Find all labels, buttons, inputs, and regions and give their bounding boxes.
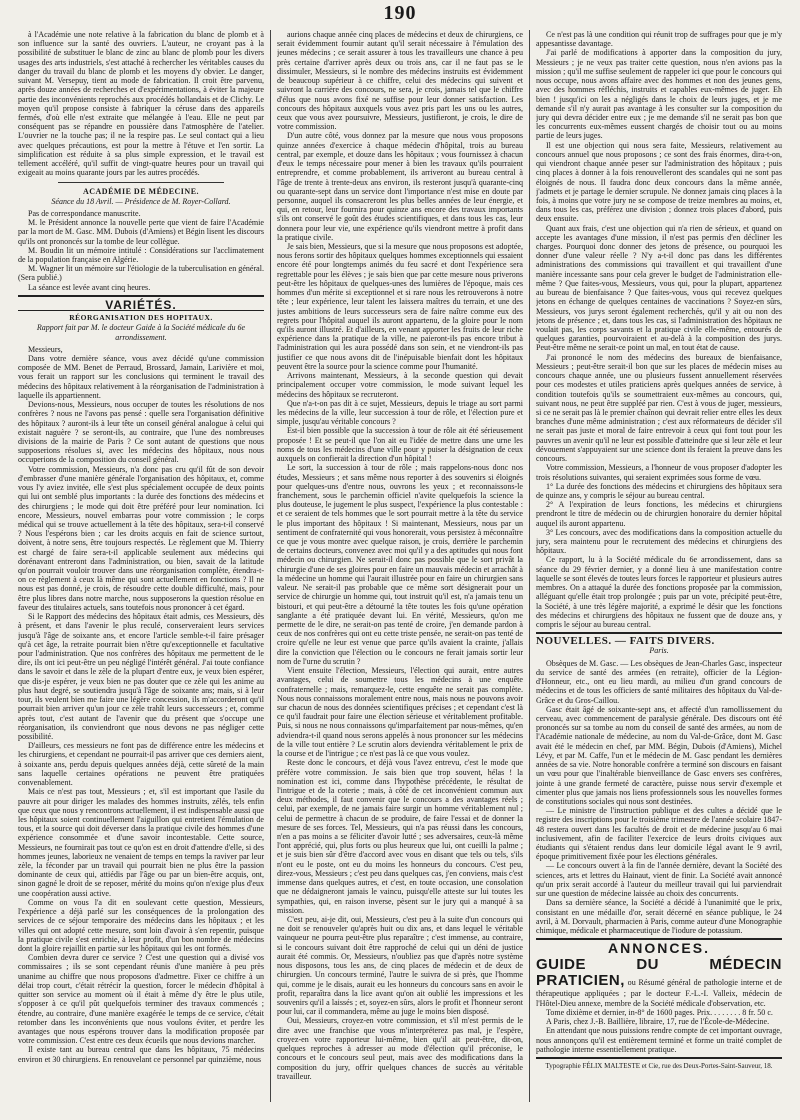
separator xyxy=(58,182,224,183)
column-middle xyxy=(277,30,523,1102)
paragraph: Oui, Messieurs, croyez-en votre commission, et s'il m'est permis de le dire avec une franchise que vous m'interpréterez pas mal, je l'espère, croyez-en votre rapporteur lui-même, bien qu'il ait peut-être, dit-on, quelques reproches à adresser au mode d'élection qu'il préconise, le concours et le concours seul peut, mais avec des modifications dans la composition du jury, offrir quelques chances de succès au véritable travailleur. xyxy=(277,1016,523,1081)
paragraph: Messieurs, xyxy=(28,344,63,354)
article-text xyxy=(277,30,523,1081)
paragraph: M. le Président annonce la nouvelle perte que vient de faire l'Académie par la mort de M. Gasc. MM. Dubois (d'Amiens) et Bégin lisent les discours qu'ils ont prononcés sur la tombe de leur collègue. xyxy=(18,218,264,246)
paragraph: Quant aux frais, c'est une objection qui n'a rien de sérieux, et quand on accepte les avantages d'une mission, il n'est pas permis d'en décliner les charges. Pourquoi donc donner des jetons de présence, ou pourquoi les donner d'une valeur réelle ? N'y a-t-il donc pas dans les différentes administrations des commissions qui travaillent et qui travaillent d'une manière incessante sans pour cela grever le budget de l'administration elle-même ? Que faites-vous, Messieurs, vous qui, pour la plupart, appartenez au bureau de bienfaisance ? Que faites-vous, vous qui recevez quelques jetons en échange de quelques centaines de vaccinations ? Soyez-en sûrs, Messieurs, vos jurys seront également recherchés, qu'il y ait ou non des jetons de présence ; et, dans tous les cas, si l'administration des hôpitaux ne voulait pas, les corps savants et la pratique civile elle-même, entourés de quelques garanties, pourvoiraient et au-delà à la composition des jurys. Peut-être même ne serait-ce point un mal, en tout état de cause. xyxy=(536,223,782,353)
guide-text xyxy=(536,1008,782,1054)
guide-title: GUIDE DU MÉDECIN PRATICIEN, xyxy=(536,956,782,990)
academie-title: ACADÉMIE DE MÉDECINE. xyxy=(82,186,200,196)
reorg-subtitle: Rapport fait par M. le docteur Gaide à la Société médicale du 6e arrondissement. xyxy=(36,323,246,342)
paragraph: Je sais bien, Messieurs, que si la mesure que nous proposons est adoptée, nous ferons sortir des hôpitaux quelques hommes exceptionnels qui essaient encore été pour longtemps animés du feu sacré et dont l'expérience sera regrettable pour les élèves ; je sais bien que par cette mesure nous priverons peut-être les hôpitaux de quelques-unes des lumières de l'époque, mais ces hommes d'un mérite si exceptionnel et si rare nous les retrouverons à notre tête ; leur expérience, leur talent les laissera maîtres du terrain, et une des justes ambitions de leurs successeurs sera de faire naître comme eux des regrets pour l'hôpital auquel ils auront appartenu, de la gloire pour le nom qu'ils auront illustré. Et d'ailleurs, en venant apporter les fruits de leur riche expérience dans la pratique de la ville, ne paieront-ils pas encore tribut à l'administration qui les aura possédé dans son sein, et ne viendront-ils pas justifier ce que nous avons dit de l'inépuisable bienfait dont les hôpitaux peuvent être la source pour la science comme pour l'humanité. xyxy=(277,242,523,371)
column-right xyxy=(536,30,782,1102)
guide-tail: ou Résumé général de pathologie interne et de thérapeutique appliquées ; par le docteur F.-L.-I. Valleix, médecin de l'Hôtel-Dieu annexe, membre de la Société médicale d'observation, etc. xyxy=(536,978,782,1008)
academie-text xyxy=(18,209,264,292)
separator xyxy=(536,632,782,634)
article-text xyxy=(18,345,264,1064)
column-left xyxy=(18,30,264,1102)
paragraph: Ce n'est pas là une condition qui réunit trop de suffrages pour que je m'y appesantisse davantage. xyxy=(536,30,782,49)
annonces-title: ANNONCES. xyxy=(607,940,710,957)
paragraph: aurions chaque année cinq places de médecins et deux de chirurgiens, ce serait évidemment fournir autant qu'il serait nécessaire à l'émulation des jeunes médecins ; ce serait assurer à tous les travailleurs une chance à peu près certaine d'arriver après deux ou trois ans, car il ne faut pas se le dissimuler, Messieurs, si le nombre des médecins instruits est évidemment de beaucoup supérieur à ce chiffre, celui des médecins qui suivent et suivront la carrière des concours, ne sera, je crois, jamais tel que le chiffre d'élus que nous avons fixé ne suffise pour leur donner satisfaction. Les concours des hôpitaux auxquels vous avez pris part les uns ou les autres, ceux que vous avez poursuivre, Messieurs, justifieront, je crois, le dire de votre commission. xyxy=(277,30,523,132)
paragraph: Pas de correspondance manuscrite. xyxy=(28,208,141,218)
paragraph: M. Wagner lit un mémoire sur l'étiologie de la tuberculisation en général. (Sera publié.) xyxy=(18,264,264,283)
paragraph: Vient ensuite l'élection, Messieurs, l'élection qui aurait, entre autres avantages, celui de soumettre tous les médecins à une enquête confraternelle ; mais, remarquez-le, cette enquête ne serait pas complète. Nous nous connaissons moralement entre nous, mais nous ne pouvons avoir sur chacun de nous des données scientifiques précises ; et cependant c'est là ce qu'il faudrait pour faire une élection sérieuse et véritablement profitable. Puis, si nous ne nous connaissons qu'imparfaitement par nous-mêmes, qu'en adviendra-t-il quand nous serons appelés à nous prononcer sur les médecins de la ville tout entière ? Le scrutin alors deviendra véritablement le prix de la course et de l'intrigue ; ce n'est pas là ce que vous voulez. xyxy=(277,666,523,759)
paragraph: J'ai parlé de modifications à apporter dans la composition du jury, Messieurs ; je ne veux pas traiter cette question, nous n'en avions pas la mission ; qu'il me suffise seulement de rappeler ici que pour le concours qui nous occupe, nous avons affaire avec des hommes et non des jeunes gens, avec des hommes réfléchis, instruits et capables eux-mêmes de juger. Eh bien ! jusqu'ici on les a négligés dans le choix de leurs juges, et je me demande s'il n'y aurait pas avantage à les consulter sur la composition du jury qui devra décider entre eux ; je me demande s'il ne serait pas bon que les concurrents eux-mêmes eussent chargés de choisir tout ou au moins partie de leurs juges. xyxy=(536,48,782,141)
paragraph: Reste donc le concours, et déjà vous l'avez entrevu, c'est le mode que préfère votre commission. Je sais bien que trop souvent, hélas ! la nomination est ici, comme dans l'hypothèse précédente, le résultat de l'intrigue et de la coterie ; mais, à côté de cet inconvénient commun aux deux méthodes, il faut convenir que le concours a des avantages réels ; celui, par exemple, de ne jamais faire surgir un homme véritablement nul ; celui de permettre à chacun de se produire, de faire l'essai et de donner la mesure de ses forces. Tel, Messieurs, qui n'a pas réussi dans les concours, n'en a pas moins a se féliciter d'avoir lutté ; ses adversaires, ceux-là même l'ont apprécié, qui, plus forts ou plus heureux que lui, ont cueilli la palme ; et je suis bien sûr d'être d'accord avec vous en disant que tels ou tels, s'ils n'ont eu le poste, ont eu du moins les honneurs du concours. C'est peu, direz-vous, Messieurs ; c'est peu dans quelques cas, j'en conviens, mais c'est immense dans quelques autres, et c'est, en toute occasion, une consolation que ne dédaigneront jamais le vaincu, puisqu'elle atteste sur lui toutes les sympathies, qui, en raison inverse, pèsent sur le jury qui a manqué à sa mission. xyxy=(277,758,523,915)
paragraph: 1° La durée des fonctions des médecins et chirurgiens des hôpitaux sera de quinze ans, y compris le séjour au bureau central. xyxy=(536,481,782,500)
imprint: Typographie FÉLIX MALTESTE et Cie, rue des Deux-Portes-Saint-Sauveur, 18. xyxy=(545,1061,773,1070)
paragraph: En attendant que nous puissions rendre compte de cet important ouvrage, nous annonçons qu'il est entièrement terminé et forme un traité complet de pathologie interne essentiellement pratique. xyxy=(536,1026,782,1054)
paragraph: Est-il bien possible que la succession à tour de rôle ait été sérieusement proposée ! Et se peut-il que l'on ait eu l'idée de mettre dans une urne les noms de tous les médecins d'une ville pour y puiser la désignation de ceux auxquels on confierait la direction d'un hôpital ! xyxy=(277,426,523,464)
paragraph: Votre commission, Messieurs, a l'honneur de vous proposer d'adopter les trois résolutions suivantes, qui seraient exprimées sous forme de vœu. xyxy=(536,463,782,482)
separator xyxy=(18,295,264,297)
paragraph: à l'Académie une note relative à la fabrication du blanc de plomb et à son influence sur la santé des ouvriers. L'auteur, ne croyant pas à la possibilité de substituer le blanc de zinc au blanc de plomb pour les divers usages des arts industriels, s'est attaché à rechercher les véritables causes du danger du travail du blanc de plomb et les moyens d'y obvier. Le danger, suivant M. Versepuy, tient au mode de fabrication. Il croit être parvenu, après douze années de recherches et d'expérimentations, à éviter la majeure partie des inconvénients reprochés aux procédés hollandais et de Clichy. Le moyen qu'il propose consiste à fabriquer la céruse dans des appareils fermés, d'où elle n'est extraite que mélangée à l'eau. Elle ne peut par conséquent pas se répandre en poussière dans l'atmosphère de l'atelier. L'ouvrier ne la touche pas; il ne la respire pas. Le seul contact qui a lieu avec quelques précautions, est pour la mettre à l'étuve et l'en sortir. La simplification est réduite à sa plus simple expression, et le travail est tellement accéléré, qu'il suffit de vingt-quatre heures pour un travail qui exigeait au moins quarante jours par les autres procédés. xyxy=(18,30,264,178)
paragraph: Il est une objection qui nous sera faite, Messieurs, relativement au concours annuel que nous proposons ; ce sont des frais énormes, dira-t-on, qui viendront chaque année peser sur l'administration des hôpitaux ; puis cinq places à donner à la fois renouvelleront des scandales qui ne sont pas éloignés de nous. Il faudra donc deux concours dans la même année, j'admets et je partage le dernier scrupule. Ne donnez jamais cinq places à la fois, à moins que votre jury ne se compose de treize membres au moins, et, dans tous les cas, préférez une division ; donnez trois places d'abord, puis deux ensuite. xyxy=(536,140,782,224)
paragraph: Votre commission, Messieurs, n'a donc pas cru qu'il fût de son devoir d'embrasser d'une manière générale l'organisation des hôpitaux, et, comme vous l'y aviez invitée, elle s'est plus spécialement occupée de deux points qui lui ont semblé plus importants : la durée des fonctions des médecins et des chirurgiens ; le mode qui doit être préféré pour leur nomination. Ici encore, Messieurs, nouvel embarras pour votre commission ; le corps médical qui se trouve actuellement à la tête des hôpitaux, sera-t-il conservé ? Nous l'espérons bien ; car les droits acquis en fait de science surtout, doivent, à notre sens, être toujours respectés. Le règlement que M. Thierry est chargé de faire sera-t-il applicable seulement aux médecins qui dorénavant entreront dans l'administration, ou bien, savait de la latitude qu'on pourrait vouloir trouver dans une réorganisation complète, étendra-t-on ce règlement à ceux là même qui sont actuellement en fonctions ? Il ne nous est pas donné, je crois, de résoudre cette double difficulté, mais, pour être plus libres dans notre marche, nous supposerons la question résolue en faveur des titulaires actuels, sans toutefois nous prononcer à cet égard. xyxy=(18,464,264,612)
nouvelles-text xyxy=(536,659,782,936)
article-text xyxy=(536,30,782,629)
paragraph: La séance est levée avant cinq heures. xyxy=(28,282,151,292)
reorg-title: RÉORGANISATION DES HOPITAUX. xyxy=(69,313,213,323)
paragraph: Devions-nous, Messieurs, nous occuper de toutes les résolutions de nos confrères ? nous ne l'avons pas pensé : quelle sera l'organisation définitive des hôpitaux ? auront-ils à leur tête un conseil général analogue à celui qui existait naguère ? se seront-ils, au contraire, que l'une des nombreuses divisions de la mairie de Paris ? Ce sont autant de questions que nous supposerions résolues si, avec les médecins des hôpitaux, nous nous occuperions de la composition du conseil général. xyxy=(18,400,264,465)
paragraph: Combien devra durer ce service ? C'est une question qui a divisé vos commissaires ; ils se sont cependant réunis d'une manière à peu près unanime au chiffre que nous proposons d'admettre. Fixer ce chiffre à un délai trop court, c'était rétrécir la question, forcer le médecin d'hôpital à quitter son service au moment où il était à même d'y être le plus utile, s'opposer à ce qu'il pût quelquefois terminer des travaux commencés ; étendre, au contraire, d'une manière exagérée le temps de ce service, c'était retomber dans les inconvénients que nous voulons éviter, et perdre les avantages que nous espérons trouver dans la modification proposée par votre commission. C'est entre ces deux écueils que nous devions marcher. xyxy=(18,953,264,1046)
separator xyxy=(536,1057,782,1059)
paragraph: Que n'a-t-on pas dit à ce sujet, Messieurs, depuis le triage au sort parmi les médecins de la ville, leur succession à tour de rôle, et l'élection pure et simple, jusqu'au véritable concours ? xyxy=(277,398,523,427)
nouvelles-title xyxy=(536,637,782,646)
paragraph: Mais ce n'est pas tout, Messieurs ; et, s'il est important que l'asile du pauvre ait pour diriger les malades des hommes instruits, zélés, tels enfin que ceux que nous y rencontrons actuellement, il est indispensable aussi que les hôpitaux soient continuellement l'aiguillon qui entretient l'émulation de tous, et la source qui doit déverser dans la pratique civile des hommes d'une expérience consommée et d'une savoir incontestable. Cette source, Messieurs, ne fournirait pas tout ce qu'on est en droit d'attendre d'elle, si des hommes jeunes, laborieux ne venaient de temps en temps la raviver par leur zèle, la féconder par un travail qui pourrait bien ne plus être la passion dominante de ceux qui, attiédis par l'âge ou par un bien-être acquis, ont, sinon gagné le droit de se reposer, mérité du moins qu'on n'exige plus d'eux une coopération aussi active. xyxy=(18,787,264,898)
paragraph: A Paris, chez J.-B. Baillière, libraire, 17, rue de l'École-de-Médecine. xyxy=(546,1017,770,1027)
varietes-title: VARIÉTÉS. xyxy=(18,301,264,311)
paragraph: Si le Rapport des médecins des hôpitaux était admis, ces Messieurs, dès à présent, et dans l'avenir le plus reculé, conserveraient leurs services jusqu'à l'âge de soixante ans, et encore l'article semble-t-il faire présager qu'à cet âge, la retraite pourrait bien n'être qu'exceptionnelle et facultative pour l'administration. Que nos confrères des hôpitaux me permettent de le dire, ils ont ici peut-être un peu négligé l'intérêt général. J'ai toute confiance dans le savoir et dans le zèle de la plupart d'entre eux, je veux bien espérer, que dis-je espérer, je veux bien ne pas douter que ce zèle qui les anime au plus haut degré, se soutiendra jusqu'à l'âge de soixante ans; mais, si à leur tour, ils veulent bien me faire une légère concession, ils m'accorderont qu'il pourrait bien arriver qu'un jour ce zèle trahît leurs successeurs ; et, comme après tout, c'est autant de l'avenir que du présent que s'occupe une réorganisation, ils conviendront que nous devons ne pas négliger cette possibilité. xyxy=(18,612,264,741)
paragraph: J'ai prononcé le nom des médecins des bureaux de bienfaisance, Messieurs ; peut-être serait-il bon que sur les places de médecin mises au concours chaque année, une ou plusieurs fussent annuellement réservées pour ces modestes et utiles praticiens après quelques années de service, à condition toutefois qu'ils se soumettraient eux-mêmes au concours, qui, suivant nous, ne peut être suppléé par rien. C'est à vous de juger, messieurs, si ce ne serait pas là le premier chaînon qui devrait relier entre elles les deux branches d'une même administration ; c'est aux réformateurs de décider s'il ne serait pas juste et moral de faire entrevoir à ceux qui font tout pour les pauvres un avenir qu'il ne leur est possible d'atteindre que si leur zèle et leur dévouement s'appuyaient sur une science dont ils feraient la preuve dans les concours. xyxy=(536,352,782,464)
guide-announcement xyxy=(536,957,782,1007)
column-divider xyxy=(529,30,530,1102)
paragraph: D'ailleurs, ces messieurs ne font pas de différence entre les médecins et les chirurgiens, et cependant ne pourrait-il pas arriver que ces derniers aient, à soixante ans, perdu depuis quelques années déjà, cette sûreté de la main sans laquelle certaines opérations ne peuvent être pratiquées convenablement. xyxy=(18,741,264,788)
paragraph: C'est peu, ai-je dit, oui, Messieurs, c'est peu à la suite d'un concours qui ne doit se renouveler qu'après huit ou dix ans, et dans lequel le véritable vainqueur ne pourra peut-être plus reparaître ; c'est immense, au contraire, si le concours suivant doit être rapproché de celui qui un déni de justice aurait été commis. Or, Messieurs, n'oubliez pas que d'après notre système nous disposons, tous les ans, de cinq places de médecin et de deux de chirurgien. Un concours terminé, l'autre le suivra de si près, que l'homme qui, comme je le disais, aurait eu les honneurs du concours sans en avoir le profit, reparaîtra dans la lice avant qu'on ait oublié les impressions et les souvenirs qu'il a laissés ; et, soyez-en sûrs, alors le profit et l'honneur seront pour lui, car il commandera, même au juge le moins bien disposé. xyxy=(277,915,523,1017)
paragraph: Ce rapport, lu à la Société médicale du 6e arrondissement, dans sa séance du 29 février dernier, y a donné lieu à une manifestation contre laquelle se sont élevés de toutes leurs forces le rapporteur et plusieurs autres membres. On a attaqué la durée des fonctions proposée par la commission, alléguant qu'elle était trop prolongée ; puis par un vote, précipité peut-être, la Société, à une très légère majorité, a exprimé le désir que les fonctions des médecins et chirurgiens des hôpitaux ne fussent que de douze ans, y compris le séjour au bureau central. xyxy=(536,555,782,629)
paragraph: — Le concours ouvert à la fin de l'année dernière, devant la Société des sciences, arts et lettres du Hainaut, vient de finir. La Société avait annoncé qu'un prix serait accordé à l'auteur du meilleur travail qui lui parviendrait sur une question de médecine laissée au choix des concurrents. xyxy=(536,861,782,899)
paragraph: Arrivons maintenant, Messieurs, à la seconde question qui devait principalement occuper votre commission, le mode suivant lequel les médecins des hôpitaux se recruteront. xyxy=(277,371,523,399)
paragraph: Comme on vous l'a dit en soulevant cette question, Messieurs, l'expérience a déjà parlé sur les conséquences de la prolongation des services de ce séjour temporaire des médecins dans les hôpitaux ; et les villes qui ont adopté cette mesure, sont loin d'avoir à s'en repentir, puisque la pratique civile s'est enrichie, à leur profit, d'un bon nombre de médecins dont la gloire rejaillit en partie sur les hôpitaux qui les ont formés. xyxy=(18,897,264,953)
paragraph: Tome dixième et dernier, in-8° de 1600 pages. Prix. . . . . . . . 8 fr. 50 c. xyxy=(546,1007,773,1017)
paragraph: Dans sa dernière séance, la Société a décidé à l'unanimité que le prix, consistant en une médaille d'or, serait décerné en séance publique, le 24 avril, à M. Dorvault, pharmacien à Paris, comme auteur d'une Monographie chimique, médicale et pharmaceutique de l'iodure de potassium. xyxy=(536,898,782,935)
paragraph: Obsèques de M. Gasc. — Les obsèques de Jean-Charles Gasc, inspecteur du service de santé des armées (en retraite), officier de la Légion-d'Honneur, etc., ont eu lieu mardi, au milieu d'un grand concours de médecins et de tous les officiers de santé militaires des hôpitaux du Val-de-Grâce et du Gros-Caillou. xyxy=(536,658,782,705)
paragraph: — Le ministre de l'instruction publique et des cultes a décidé que le registre des inscriptions pour le troisième trimestre de l'année scolaire 1847-48 restera ouvert dans les facultés de droit et de médecine jusqu'au 6 mai inclusivement, afin de faciliter l'exercice de leurs droits civiques aux étudiants qui s'étaient rendus dans leur domicile légal avant le 9 avril, époque primitivement fixée pour les élections générales. xyxy=(536,806,782,862)
academie-subtitle: Séance du 18 Avril. — Présidence de M. Royer-Collard. xyxy=(51,196,231,206)
paragraph: 3° Les concours, avec des modifications dans la composition actuelle du jury, sera maintenu pour le recrutement des médecins et chirurgiens des hôpitaux. xyxy=(536,527,782,556)
paragraph: 2° A l'expiration de leurs fonctions, les médecins et chirurgiens prendront le titre de médecin ou de chirurgien honoraire du dernier hôpital auquel ils auront appartenu. xyxy=(536,500,782,528)
page-number: 190 xyxy=(383,2,417,24)
nouvelles-subtitle: Paris. xyxy=(649,646,669,656)
paragraph: Il existe tant au bureau central que dans les hôpitaux, 75 médecins environ et 30 chirurgiens. En renouvelant ce personnel par quinzième, nous xyxy=(18,1045,264,1064)
column-divider xyxy=(270,30,271,1102)
paragraph: Gasc était âgé de soixante-sept ans, et affecté d'un ramollissement du cerveau, avec commencement de paralysie générale. Des discours ont été prononcés sur sa tombe au nom du conseil de santé des armées, au nom de l'Académie nationale de médecine, au nom du Val-de-Grâce, dont M. Gasc avait été le médecin en chef, par MM. Bégin, Dubois (d'Amiens), Michel Lévy, et par M. Caffe, l'un et le médecin de M. Gasc pendant les dernières années de sa vie. Notre honorable confrère a terminé son discours en faisant un vœu pour que l'inaltérable bienveillance de Gasc envers ses confrères, jointe à une grande fermeté de caractère, puisse nous servir d'exemple et cimenter plus que jamais nos liens professionnels sous les nouvelles formes de constitutions sociales qui nous sont destinées. xyxy=(536,704,782,806)
intro-text xyxy=(18,30,264,178)
paragraph: Dans votre dernière séance, vous avez décidé qu'une commission composée de MM. Benet de Perraud, Brossard, Jamain, Larivière et moi, vous ferait un rapport sur les conclusions qui terminent le travail des médecins des hôpitaux relativement à la réorganisation de l'administration à laquelle ils appartiennent. xyxy=(18,354,264,400)
paragraph: M. Boudin lit un mémoire intitulé : Considérations sur l'acclimatement de la population française en Algérie. xyxy=(18,245,264,265)
paragraph: D'un autre côté, vous donnez par la mesure que nous vous proposons quinze années d'exercice à chaque médecin d'hôpital, trois au bureau central, par exemple, et douze dans les hôpitaux ; vous fournissez à chacun d'eux le temps nécessaire pour mener à bien les travaux qu'ils pourraient entreprendre, et comme probablement, ils arriveront au bureau central à l'âge de trente à trente-deux ans environ, ils resteront jusqu'à quarante-cinq ou quarante-sept dans un service dont l'importance n'est mise en doute par personne, auquel ils consacreront les plus belles années de leur énergie, et qui, en retour, leur fournira pour quinze ans encore des travaux importants s'ils ont conservé le goût des études scientifiques, et dans tous les cas, leur donnera pour leur vie, une expérience qu'ils viendront mettre à profit dans la pratique civile. xyxy=(277,131,523,242)
nouvelles-title-text: NOUVELLES. — FAITS DIVERS. xyxy=(536,635,715,648)
paragraph: Le sort, la succession à tour de rôle ; mais rappelons-nous donc nos études, Messieurs ; et sans même nous reporter à des souvenirs si éloignés pour quelques-uns d'entre nous, ouvrons les yeux ; et reconnaissons-le franchement, sous le parchemin officiel n'avite quelquefois la science la plus douteuse, le jugement le plus suspect, l'expérience la plus contestable : et ce seraient de tels hommes que le sort pourrait mettre à la tête du service le plus important des hôpitaux ! Si maintenant, Messieurs, nous par un sentiment de confraternité qui vous honorerait, vous persistez à méconnaître ce que je vous montre avec quelque raison, je crois, derrière le parchemin de certains docteurs, convenez avec moi qu'il y a des aptitudes qui nous font médecin ou chirurgien. Ne serait-il donc pas possible que le sort privât la chirurgie d'une de ses gloires pour en faire un mauvais médecin et arrachât à la médecine un homme qui l'aurait illustrée pour en faire un chirurgien sans valeur. Ne serait-il pas probable que ce même sort désignerait pour un service de chirurgie un homme qui, tout instruit qu'il est, n'a jamais tenu un bistouri, et qui peut-être a détourné la tête toutes les fois qu'une opération sanglante a été pratiquée devant lui. En vérité, Messieurs, qu'on me permette de le dire, ne serait-on pas tenté de croire, j'en demande pardon à ceux de nos confrères qui ont eu cette triste pensée, ne serait-on pas tenté de croire qu'elle ne leur est venue que parce qu'ils avaient la crainte, j'allais dire la conviction que l'élection ou le concours ne ferait jamais sortir leur nom de l'urne du scrutin ? xyxy=(277,463,523,666)
